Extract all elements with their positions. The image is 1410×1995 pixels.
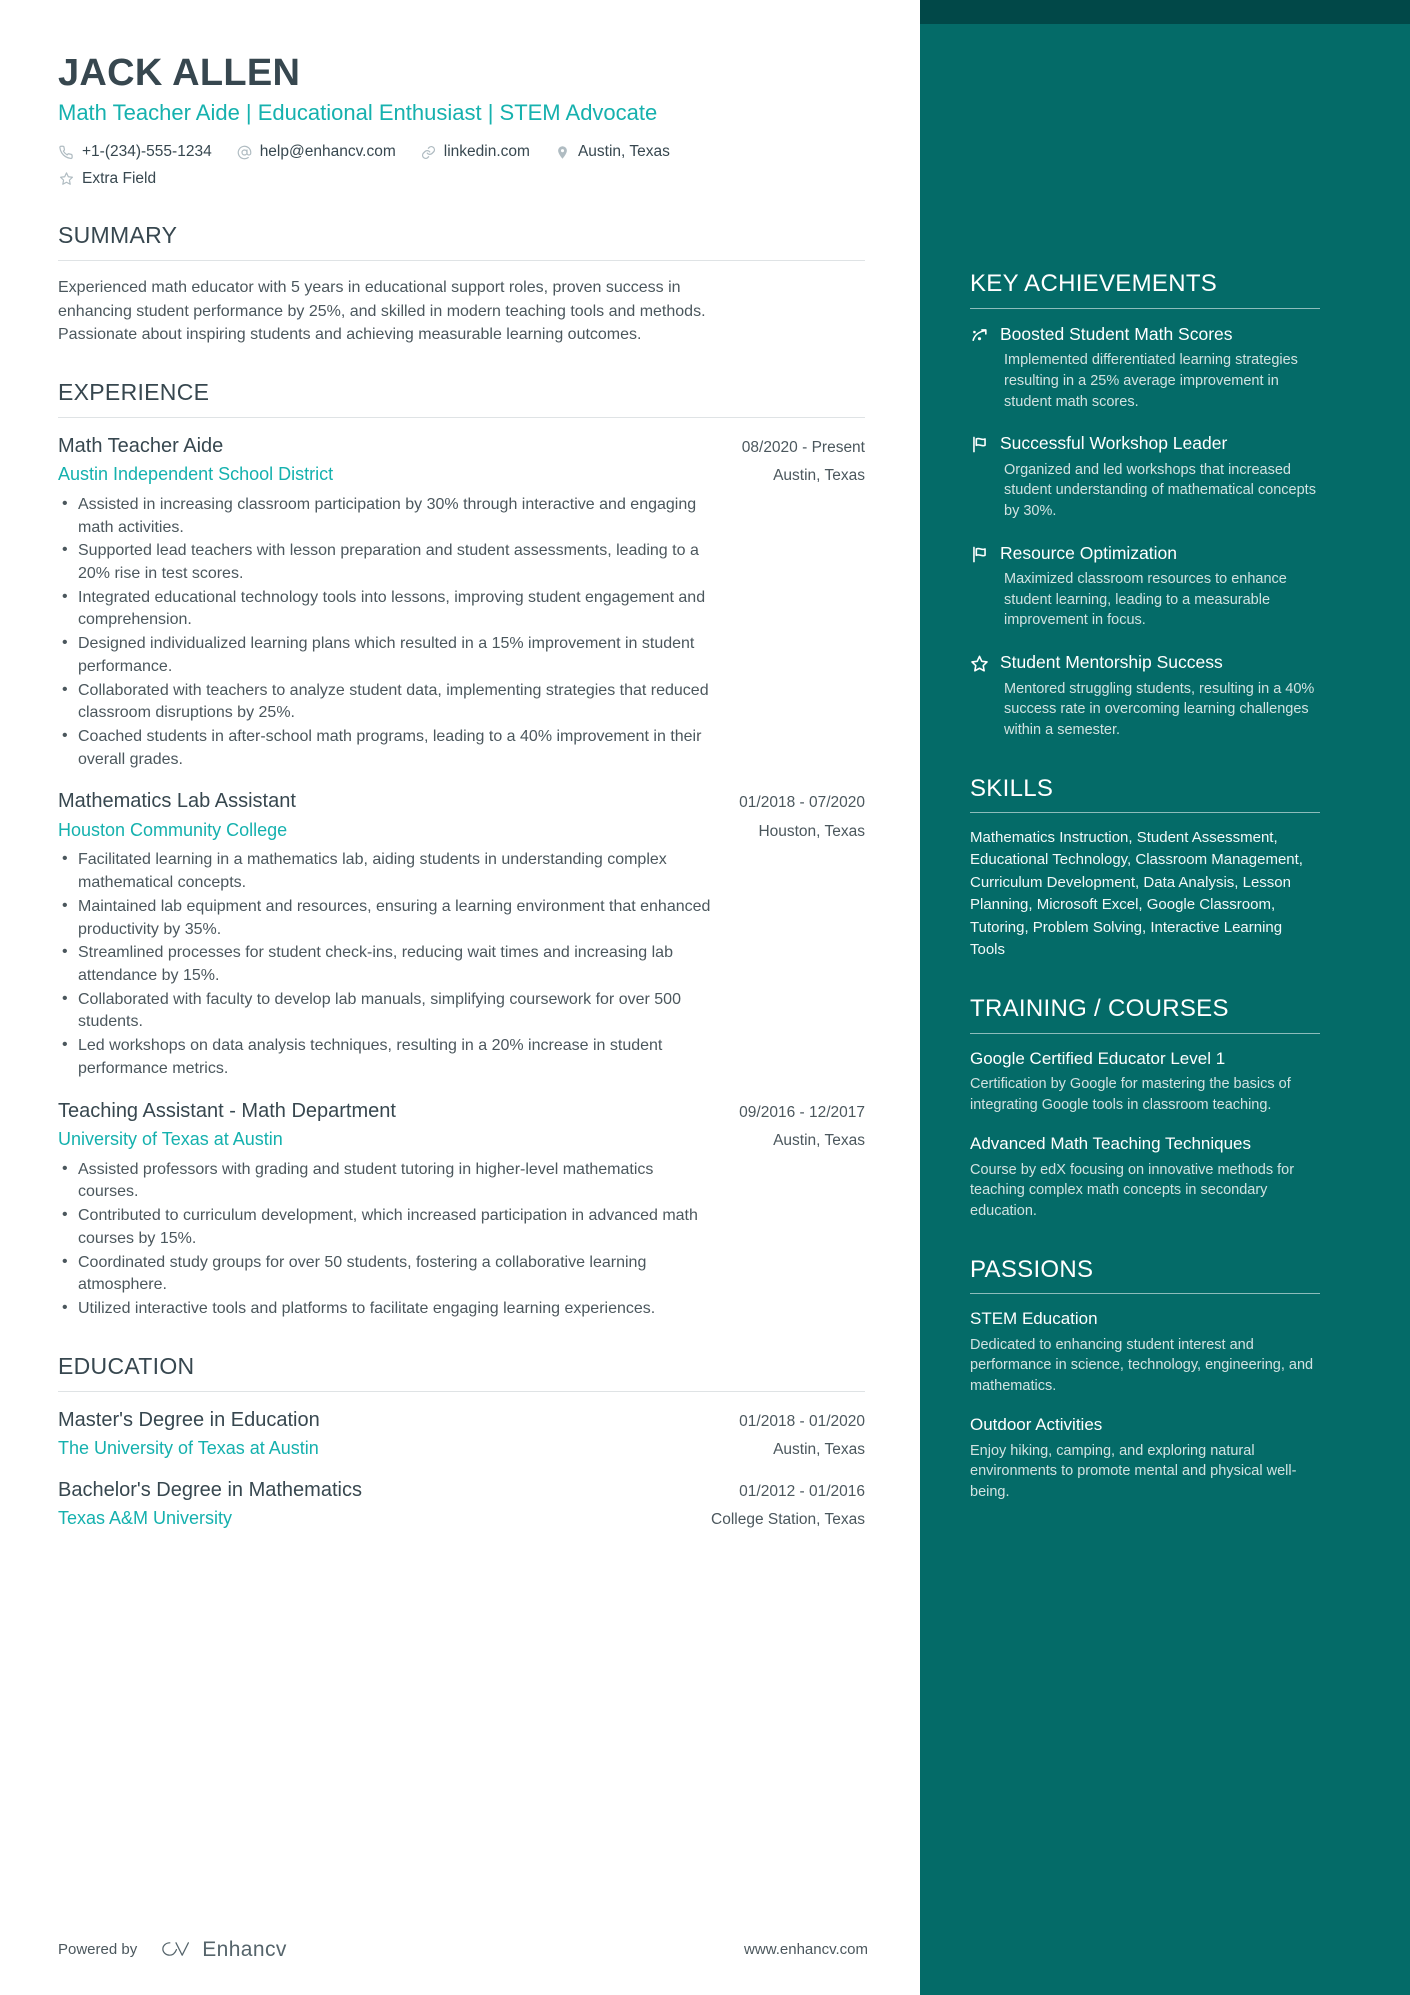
job-location: Austin, Texas	[773, 1131, 865, 1149]
achievement-title: Boosted Student Math Scores	[1000, 323, 1233, 344]
skills-list: Mathematics Instruction, Student Assessment, Educational Technology, Classroom Management, Curriculum Development, Data Analysis, Lesson Planning, Microsoft Excel, Google Classroom, Tutoring, Problem Solving, Interactive Learning Tools	[970, 829, 1303, 958]
achievement-title: Resource Optimization	[1000, 542, 1178, 563]
training-heading: TRAINING / COURSES	[970, 995, 1229, 1023]
degree-dates: 01/2018 - 01/2020	[739, 1412, 865, 1430]
section-education	[58, 1353, 865, 1531]
achievement-item	[970, 542, 1320, 631]
course-title: Google Certified Educator Level 1	[970, 1048, 1226, 1068]
section-passions	[970, 1256, 1320, 1503]
flag-icon	[970, 542, 1000, 631]
contact-list	[58, 140, 738, 190]
job-location: Austin, Texas	[773, 466, 865, 484]
section-training-courses	[970, 995, 1320, 1221]
bullet: • Collaborated with faculty to develop lab manuals, simplifying coursework for over 500 students.	[58, 989, 718, 1034]
divider	[58, 260, 865, 261]
powered-by-label: Powered by	[58, 1940, 138, 1958]
passion-description: Dedicated to enhancing student interest and performance in science, technology, engineering, and mathematics.	[970, 1336, 1314, 1394]
divider	[970, 812, 1320, 813]
contact-phone-value: +1-(234)-555-1234	[82, 143, 212, 161]
course-title: Advanced Math Teaching Techniques	[970, 1134, 1252, 1154]
divider	[58, 417, 865, 418]
education-heading: EDUCATION	[58, 1352, 195, 1379]
bullet: • Collaborated with teachers to analyze student data, implementing strategies that reduced classroom disruptions by 25%.	[58, 680, 718, 725]
contact-extra-field-value: Extra Field	[82, 169, 157, 187]
candidate-headline: Math Teacher Aide | Educational Enthusiast | STEM Advocate	[58, 99, 658, 125]
skills-heading: SKILLS	[970, 774, 1054, 802]
bullet: • Supported lead teachers with lesson preparation and student assessments, leading to a 20% rise in test scores.	[58, 540, 718, 585]
bullet: • Coordinated study groups for over 50 students, fostering a collaborative learning atmosphere.	[58, 1252, 718, 1297]
job-organization[interactable]: University of Texas at Austin	[58, 1128, 283, 1149]
contact-phone[interactable]	[58, 140, 212, 163]
bullet: • Facilitated learning in a mathematics lab, aiding students in understanding complex mathematical concepts.	[58, 849, 718, 894]
bullet: • Coached students in after-school math programs, leading to a 40% improvement in their overall grades.	[58, 726, 718, 771]
sidebar	[920, 0, 1410, 1995]
contact-location	[554, 140, 670, 163]
experience-heading: EXPERIENCE	[58, 378, 210, 405]
bullet: • Led workshops on data analysis techniques, resulting in a 20% increase in student performance metrics.	[58, 1035, 718, 1080]
passion-item	[970, 1308, 1320, 1396]
bullet: • Utilized interactive tools and platforms to facilitate engaging learning experiences.	[58, 1298, 718, 1321]
achievement-description: Implemented differentiated learning strategies resulting in a 25% average improvement in student math scores.	[1004, 352, 1298, 410]
section-key-achievements	[970, 270, 1320, 741]
bullet: • Assisted in increasing classroom participation by 30% through interactive and engaging math activities.	[58, 494, 718, 539]
enhancv-logo	[159, 1938, 287, 1960]
experience-entry	[58, 788, 865, 1080]
experience-entry	[58, 433, 865, 772]
achievement-description: Organized and led workshops that increased student understanding of mathematical concepts by 30%.	[1004, 461, 1316, 519]
achievement-title: Student Mentorship Success	[1000, 652, 1223, 673]
job-bullets	[58, 849, 718, 1080]
summary-text: Experienced math educator with 5 years in educational support roles, proven success in enhancing student performance by 25%, and skilled in modern teaching tools and methods. Passionate about inspiring students and achieving measurable learning outcomes.	[58, 279, 706, 344]
job-dates: 08/2020 - Present	[741, 438, 865, 456]
divider	[970, 308, 1320, 309]
job-dates: 01/2018 - 07/2020	[739, 794, 865, 812]
divider	[970, 1293, 1320, 1294]
contact-linkedin-value: linkedin.com	[443, 143, 530, 161]
candidate-name: JACK ALLEN	[58, 52, 301, 94]
passion-title: STEM Education	[970, 1309, 1098, 1329]
achievement-description: Maximized classroom resources to enhance student learning, leading to a measurable improvement in focus.	[1004, 571, 1287, 629]
job-dates: 09/2016 - 12/2017	[739, 1103, 865, 1121]
education-entry	[58, 1477, 865, 1531]
summary-heading: SUMMARY	[58, 221, 178, 248]
key-achievements-heading: KEY ACHIEVEMENTS	[970, 270, 1218, 297]
email-icon	[236, 144, 253, 161]
job-title: Math Teacher Aide	[58, 434, 224, 457]
contact-email-value: help@enhancv.com	[259, 143, 396, 161]
bullet: • Streamlined processes for student check-ins, reducing wait times and increasing lab attendance by 15%.	[58, 942, 718, 987]
experience-entry	[58, 1098, 865, 1321]
star-icon	[58, 170, 75, 187]
school-location: College Station, Texas	[711, 1511, 865, 1528]
passion-title: Outdoor Activities	[970, 1415, 1103, 1435]
contact-location-value: Austin, Texas	[577, 143, 670, 161]
school-name[interactable]: Texas A&M University	[58, 1508, 233, 1528]
divider	[970, 1033, 1320, 1034]
bullet: • Assisted professors with grading and student tutoring in higher-level mathematics courses.	[58, 1159, 718, 1204]
degree-dates: 01/2012 - 01/2016	[739, 1482, 865, 1500]
course-item	[970, 1048, 1320, 1116]
job-location: Houston, Texas	[758, 822, 865, 840]
passions-heading: PASSIONS	[970, 1255, 1094, 1283]
star-outline-icon	[970, 651, 1000, 740]
achievement-title: Successful Workshop Leader	[1000, 433, 1228, 454]
school-name[interactable]: The University of Texas at Austin	[58, 1437, 319, 1458]
job-organization[interactable]: Austin Independent School District	[58, 463, 334, 484]
passion-description: Enjoy hiking, camping, and exploring natural environments to promote mental and physical well-being.	[970, 1442, 1297, 1500]
contact-email[interactable]	[236, 140, 396, 163]
flag-icon	[970, 432, 1000, 521]
sidebar-top-strip	[920, 0, 1410, 24]
section-summary	[58, 222, 865, 347]
job-title: Teaching Assistant - Math Department	[58, 1099, 396, 1122]
education-entry	[58, 1407, 865, 1461]
achievement-item	[970, 651, 1320, 740]
strategy-arrow-icon	[970, 323, 1000, 412]
contact-linkedin[interactable]	[420, 140, 530, 163]
job-title: Mathematics Lab Assistant	[58, 790, 296, 813]
achievement-item	[970, 432, 1320, 521]
divider	[58, 1391, 865, 1392]
contact-extra-field	[58, 167, 156, 190]
enhancv-url[interactable]: www.enhancv.com	[744, 1940, 868, 1958]
section-skills	[970, 775, 1320, 962]
course-description: Certification by Google for mastering the basics of integrating Google tools in classroom teaching.	[970, 1076, 1291, 1113]
bullet: • Maintained lab equipment and resources, ensuring a learning environment that enhanced productivity by 35%.	[58, 896, 718, 941]
phone-icon	[58, 144, 75, 161]
achievement-item	[970, 323, 1320, 412]
link-icon	[420, 144, 437, 161]
bullet: • Integrated educational technology tools into lessons, improving student engagement and comprehension.	[58, 587, 718, 632]
bullet: • Designed individualized learning plans which resulted in a 15% improvement in student performance.	[58, 633, 718, 678]
job-bullets	[58, 494, 718, 772]
degree-title: Bachelor's Degree in Mathematics	[58, 1478, 362, 1501]
passion-item	[970, 1414, 1320, 1502]
school-location: Austin, Texas	[773, 1440, 865, 1458]
bullet: • Contributed to curriculum development, which increased participation in advanced math courses by 15%.	[58, 1205, 718, 1250]
course-item	[970, 1133, 1320, 1221]
degree-title: Master's Degree in Education	[58, 1408, 320, 1431]
section-experience	[58, 379, 865, 1321]
job-organization[interactable]: Houston Community College	[58, 819, 288, 840]
course-description: Course by edX focusing on innovative methods for teaching complex math concepts in secondary education.	[970, 1161, 1295, 1219]
achievement-description: Mentored struggling students, resulting in a 40% success rate in overcoming learning challenges within a semester.	[1004, 680, 1315, 738]
enhancv-brand-name: Enhancv	[202, 1937, 287, 1961]
footer	[58, 1938, 868, 1960]
job-bullets	[58, 1159, 718, 1321]
location-pin-icon	[554, 144, 571, 161]
